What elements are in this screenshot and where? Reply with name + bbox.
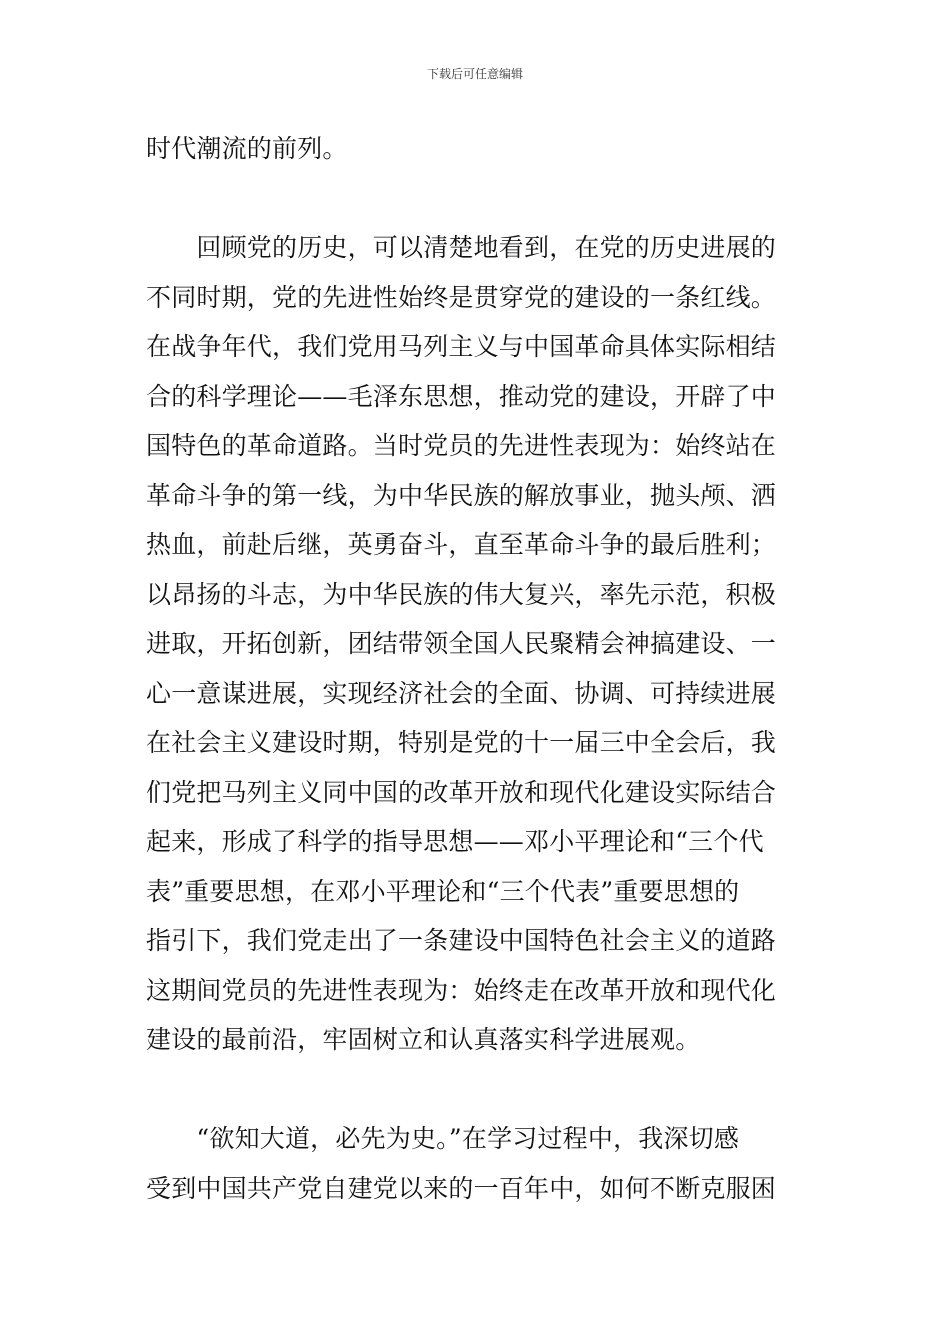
text-line: 表”重要思想，在邓小平理论和“三个代表”重要思想的 [146,876,740,906]
text-line: 革命斗争的第一线，为中华民族的解放事业，抛头颅、洒 [146,480,777,510]
text-line: 建设的最前沿，牢固树立和认真落实科学进展观。 [146,1025,701,1054]
text-line: 回顾党的历史，可以清楚地看到，在党的历史进展的 [146,233,777,262]
paragraph-gap [146,1065,818,1115]
text-line: 合的科学理论——毛泽东思想，推动党的建设，开辟了中 [146,381,777,411]
text-line: 热血，前赴后继，英勇奋斗，直至革命斗争的最后胜利； [146,530,777,559]
paragraph [146,223,818,1065]
text-line: 指引下，我们党走出了一条建设中国特色社会主义的道路 [146,926,777,955]
text-line: 进取，开拓创新，团结带领全国人民聚精会神搞建设、一 [146,629,777,658]
text-line: 在社会主义建设时期，特别是党的十一届三中全会后，我 [146,728,777,757]
paragraph [146,1114,818,1213]
text-line: 这期间党员的先进性表现为：始终走在改革开放和现代化 [146,975,777,1005]
text-line: 国特色的革命道路。当时党员的先进性表现为：始终站在 [146,431,777,460]
text-line: 不同时期，党的先进性始终是贯穿党的建设的一条红线。 [146,282,777,312]
page-header: 下载后可任意编辑 [426,67,523,81]
text-line: 们党把马列主义同中国的改革开放和现代化建设实际结合 [146,777,777,807]
paragraph [146,124,818,174]
text-line: “欲知大道，必先为史。”在学习过程中，我深切感 [146,1124,740,1153]
document-body [146,124,818,1213]
text-line: 心一意谋进展，实现经济社会的全面、协调、可持续进展 [146,678,777,708]
text-line: 在战争年代，我们党用马列主义与中国革命具体实际相结 [146,332,777,361]
paragraph-gap [146,174,818,224]
text-line: 起来，形成了科学的指导思想——邓小平理论和“三个代 [146,827,764,856]
text-line: 以昂扬的斗志，为中华民族的伟大复兴，率先示范，积极 [146,579,777,609]
text-line: 受到中国共产党自建党以来的一百年中，如何不断克服困 [146,1173,777,1203]
text-line: 时代潮流的前列。 [146,134,348,163]
